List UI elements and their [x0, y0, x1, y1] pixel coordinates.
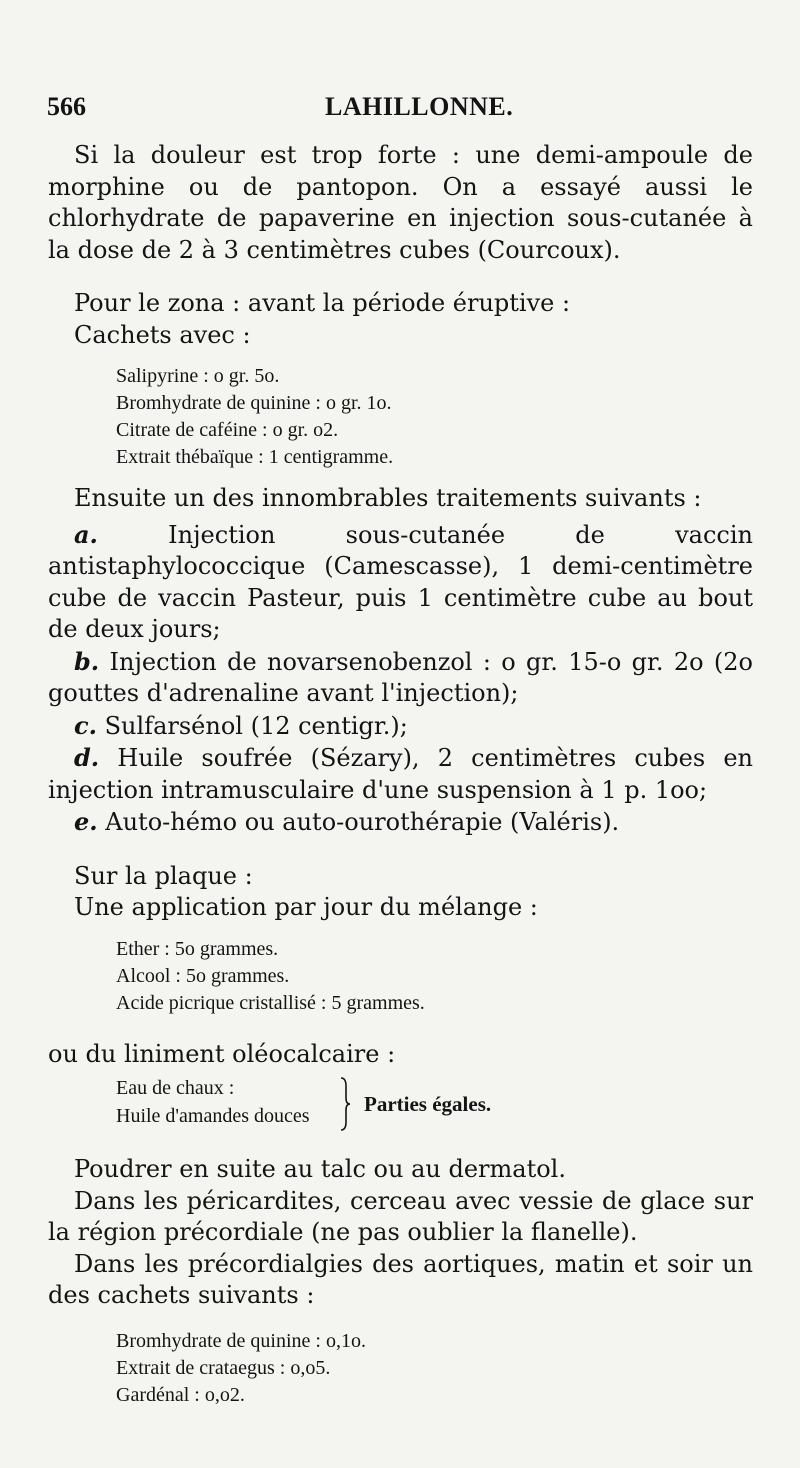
treatment-item: [48, 646, 753, 710]
paragraph-application: Une application par jour du mélange :: [74, 893, 538, 921]
prescription-line: Alcool : 5o grammes.: [116, 964, 290, 987]
treatment-text: Injection sous-cutanée de vaccin antistaphylococcique (Camescasse), 1 demi-centimètre cube de vaccin Pasteur, puis 1 centimètre cube au bout de deux jours;: [48, 520, 753, 643]
prescription-line: Ether : 5o grammes.: [116, 937, 279, 960]
paragraph-plaque: Sur la plaque :: [74, 861, 253, 890]
paragraph-cachets: Cachets avec :: [74, 320, 251, 349]
prescription-line: Bromhydrate de quinine : o gr. 1o.: [116, 392, 392, 414]
prescription-line: Extrait de crataegus : o,o5.: [116, 1356, 331, 1379]
paragraph-poudrer: Poudrer en suite au talc ou au dermatol.: [74, 1155, 566, 1183]
page-header: [47, 92, 737, 128]
treatment-item: [48, 742, 753, 806]
treatment-text: Huile soufrée (Sézary), 2 centimètres cubes en injection intramusculaire d'une suspension à 1 p. 1oo;: [48, 744, 753, 804]
prescription-line: Gardénal : o,o2.: [116, 1383, 245, 1406]
running-head: LAHILLONNE.: [325, 92, 514, 121]
treatment-text: Injection de novarsenobenzol : o gr. 15-o gr. 2o (2o gouttes d'adrenaline avant l'injection);: [48, 647, 753, 707]
prescription-line: Salipyrine : o gr. 5o.: [116, 365, 280, 387]
prescription-line: Acide picrique cristallisé : 5 grammes.: [116, 991, 425, 1014]
treatment-letter: b.: [74, 646, 100, 676]
curly-brace-icon: [338, 1076, 352, 1132]
treatment-item: [48, 519, 753, 646]
treatment-letter: a.: [74, 519, 98, 549]
paragraph-zona: Pour le zona : avant la période éruptive :: [74, 289, 571, 317]
treatment-item: [48, 710, 753, 743]
treatment-text: Sulfarsénol (12 centigr.);: [104, 711, 408, 740]
paragraph-douleur: Si la douleur est trop forte : une demi-ampoule de morphine ou de pantopon. On a essayé aussi le chlorhydrate de papaverine en injection sous-cutanée à la dose de 2 à 3 centimètres cubes (Courcoux).: [48, 141, 753, 264]
liniment-line: Eau de chaux :: [116, 1077, 235, 1099]
paragraph-pericardites: Dans les péricardites, cerceau avec vessie de glace sur la région précordiale (ne pas oublier la flanelle).: [48, 1186, 753, 1246]
prescription-plaque: [48, 936, 753, 1017]
prescription-line: Citrate de caféine : o gr. o2.: [116, 419, 339, 441]
treatment-item: [48, 806, 753, 839]
treatment-letter: e.: [74, 807, 98, 836]
prescription-line: Extrait thébaïque : 1 centigramme.: [116, 446, 394, 468]
liniment-label: Parties égales.: [364, 1092, 492, 1116]
treatment-letter: d.: [74, 743, 100, 772]
page-body: [48, 140, 753, 1409]
treatment-list: [48, 519, 753, 839]
prescription-zona: [48, 363, 753, 471]
liniment-line: Huile d'amandes douces: [116, 1105, 310, 1127]
page-number: 566: [47, 92, 86, 121]
paragraph-liniment: ou du liniment oléocalcaire :: [48, 1039, 396, 1068]
treatment-letter: c.: [74, 710, 97, 740]
prescription-cachets: [48, 1328, 753, 1409]
liniment-formula: [116, 1074, 753, 1138]
prescription-line: Bromhydrate de quinine : o,1o.: [116, 1329, 366, 1352]
paragraph-precordialgies: Dans les précordialgies des aortiques, matin et soir un des cachets suivants :: [48, 1249, 753, 1309]
paragraph-ensuite: Ensuite un des innombrables traitements suivants :: [74, 484, 702, 512]
treatment-text: Auto-hémo ou auto-ourothérapie (Valéris).: [105, 808, 620, 836]
